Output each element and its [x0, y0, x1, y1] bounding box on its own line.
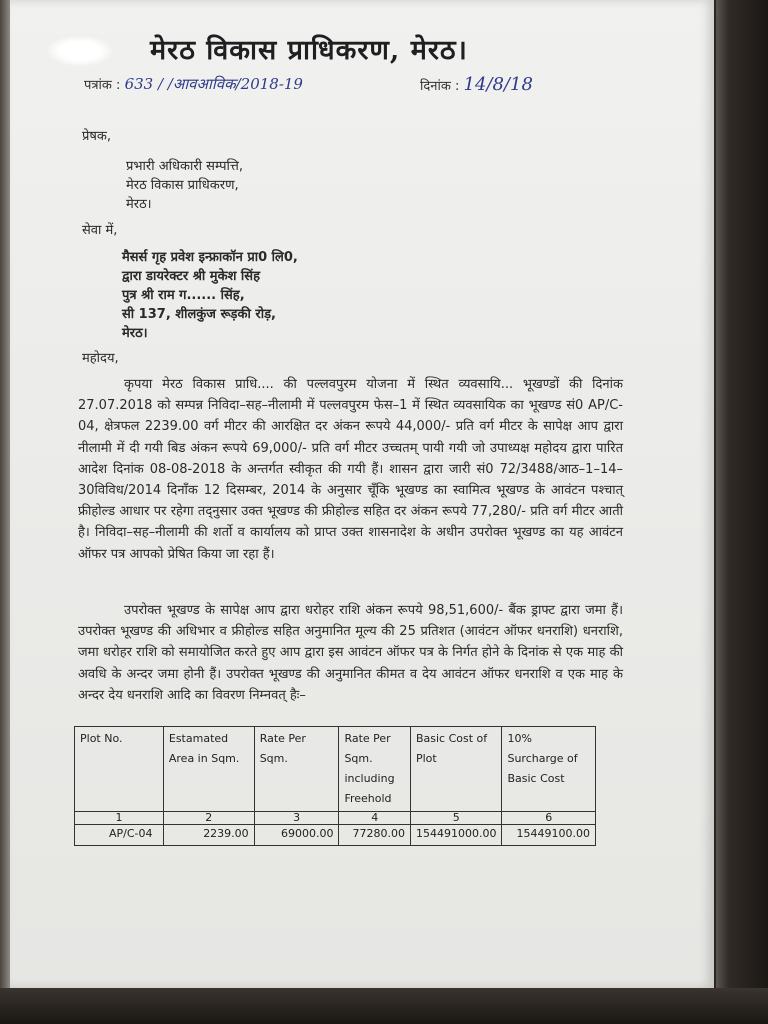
table-cell: 154491000.00 [410, 825, 501, 846]
column-number-cell: 6 [502, 812, 596, 825]
table-cell: 69000.00 [254, 825, 339, 846]
date-line [420, 74, 533, 95]
addressee-line: मेरठ। [122, 326, 148, 341]
table-header-cell: 10% Surcharge of Basic Cost [502, 727, 596, 812]
letterhead-title: मेरठ विकास प्राधिकरण, मेरठ। [150, 35, 468, 66]
from-line: मेरठ विकास प्राधिकरण, [126, 178, 239, 193]
frame-left-edge [0, 0, 10, 1000]
table-cell: AP/C-04 [75, 825, 164, 846]
table-header-cell: Rate Per Sqm. [254, 727, 339, 812]
reference-number: 633 / /आवआविक/2018-19 [124, 75, 303, 93]
reference-label: पत्रांक : [84, 78, 121, 93]
table-cell: 77280.00 [339, 825, 411, 846]
column-number-cell: 3 [254, 812, 339, 825]
date-value: 14/8/18 [463, 74, 533, 95]
column-number-cell: 2 [163, 812, 254, 825]
from-label: प्रेषक, [82, 129, 112, 144]
table-row [75, 825, 596, 846]
table-header-cell: Estamated Area in Sqm. [163, 727, 254, 812]
from-line: मेरठ। [126, 197, 152, 212]
reference-line [84, 74, 303, 94]
salutation: महोदय, [82, 351, 119, 366]
date-label: दिनांक : [420, 79, 460, 94]
table-column-number-row [75, 812, 596, 825]
plot-cost-table [74, 726, 596, 846]
body-paragraph-1 [78, 374, 623, 565]
body-paragraph-2 [78, 600, 623, 706]
table-header-row [75, 727, 596, 812]
paragraph-1-text: कृपया मेरठ विकास प्राधि.... की पल्लवपुरम योजना में स्थित व्यवसायि... भूखण्डों की दिनांक 27.07.2018 को सम्पन्न निविदा–सह–नीलामी में पल्लवपुरम फेस–1 में स्थित व्यवसायिक का भूखण्ड सं0 AP/C-04, क्षेत्रफल 2239.00 वर्ग मीटर की आरक्षित दर अंकन रूपये 44,000/- प्रति वर्ग मीटर के सापेक्ष आप द्वारा नीलामी में दी गयी बिड अंकन रूपये 69,000/- प्रति वर्ग मीटर उच्चतम् पायी गयी जो उपाध्यक्ष महोदय द्वारा पारित आदेश दिनांक 08-08-2018 के अन्तर्गत स्वीकृत की गयी हैं। शासन द्वारा जारी सं0 72/3488/आठ–1–14–30विविध/2014 दिनाँक 12 दिसम्बर, 2014 के अनुसार चूँकि भूखण्ड का स्वामित्व भूखण्ड के आवंटन पश्चात् फ्रीहोल्ड आधार पर रहेगा तद्नुसार उक्त भूखण्ड की फ्रीहोल्ड सहित दर अंकन रूपये 77,280/- प्रति वर्ग मीटर आती है। निविदा–सह–नीलामी की शर्तो व कार्यालय को प्राप्त उक्त शासनादेश के अधीन उपरोक्त भूखण्ड का यह आवंटन ऑफर पत्र आपको प्रेषित किया जा रहा हैं। [78, 377, 623, 562]
frame-right-edge [716, 0, 768, 1024]
addressee-line: द्वारा डायरेक्टर श्री मुकेश सिंह [122, 269, 260, 284]
table-header-cell: Rate Per Sqm. including Freehold [339, 727, 411, 812]
from-line: प्रभारी अधिकारी सम्पत्ति, [126, 159, 243, 174]
table-header-cell: Basic Cost of Plot [410, 727, 501, 812]
frame-bottom-edge [0, 988, 768, 1024]
paragraph-2-text: उपरोक्त भूखण्ड के सापेक्ष आप द्वारा धरोहर राशि अंकन रूपये 98,51,600/- बैंक ड्राफ्ट द्वारा जमा हैं। उपरोक्त भूखण्ड की अधिभार व फ्रीहोल्ड सहित अनुमानित मूल्य की 25 प्रतिशत (आवंटन ऑफर धनराशि) धनराशि, जमा धरोहर राशि को समायोजित करते हुए आप द्वारा इस आवंटन ऑफर पत्र के निर्गत होने के दिनांक से एक माह की अवधि के अन्दर जमा होनी हैं। उपरोक्त भूखण्ड की अनुमानित कीमत व देय आवंटन ऑफर धनराशि व एक माह के अन्दर देय धनराशि आदि का विवरण निम्नवत् हैः– [78, 603, 623, 703]
column-number-cell: 4 [339, 812, 411, 825]
table-header-cell: Plot No. [75, 727, 164, 812]
addressee-line: मैसर्स गृह प्रवेश इन्फ्राकॉन प्रा0 लि0, [122, 250, 298, 265]
addressee-line: पुत्र श्री राम ग...... सिंह, [122, 288, 245, 303]
addressee-line: सी 137, शीलकुंज रूड़की रोड़, [122, 307, 276, 322]
table-cell: 15449100.00 [502, 825, 596, 846]
to-label: सेवा में, [82, 223, 118, 238]
column-number-cell: 1 [75, 812, 164, 825]
light-glare [48, 36, 112, 66]
table-cell: 2239.00 [163, 825, 254, 846]
column-number-cell: 5 [410, 812, 501, 825]
